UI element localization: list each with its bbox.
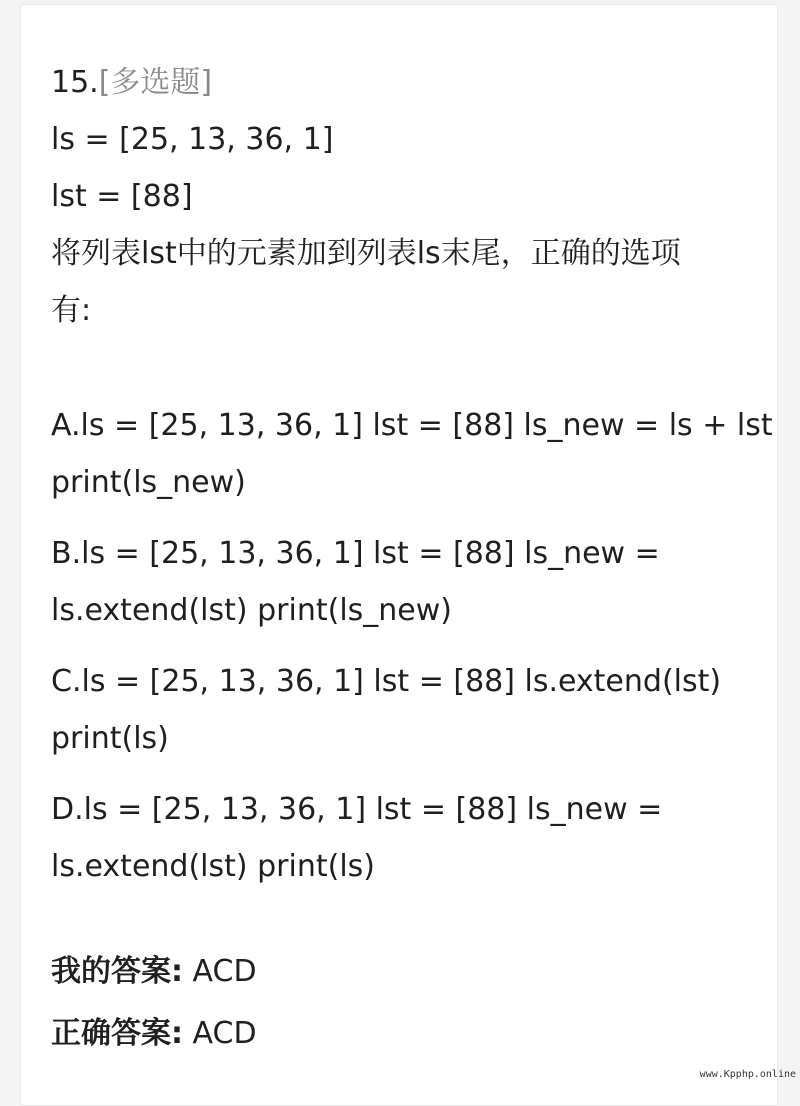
option-a[interactable]: [51, 397, 773, 511]
option-d[interactable]: [51, 781, 751, 895]
option-c-line: C.ls = [25, 13, 36, 1] lst = [88] ls.extend(lst): [51, 664, 722, 699]
answer-section: [51, 943, 751, 1062]
watermark: www.Kpphp.online: [699, 1069, 796, 1080]
my-answer: [51, 943, 751, 1000]
question-content: [51, 0, 773, 1067]
option-a-line: A.ls = [25, 13, 36, 1] lst = [88] ls_new = ls + lst: [51, 408, 773, 443]
question-stem-line: lst = [88]: [51, 179, 193, 214]
option-c[interactable]: [51, 653, 751, 767]
option-a-line: print(ls_new): [51, 465, 246, 500]
question-stem-line: 将列表lst中的元素加到列表ls末尾，正确的选项: [51, 236, 681, 271]
option-b-line: B.ls = [25, 13, 36, 1] lst = [88] ls_new =: [51, 536, 660, 571]
question-header: [51, 54, 751, 111]
my-answer-label: 我的答案:: [51, 954, 183, 989]
option-b[interactable]: [51, 525, 751, 639]
question-type: [多选题]: [98, 65, 213, 100]
question-stem-line: ls = [25, 13, 36, 1]: [51, 122, 334, 157]
option-b-line: ls.extend(lst) print(ls_new): [51, 593, 453, 628]
correct-answer-value: ACD: [192, 1016, 257, 1051]
option-c-line: print(ls): [51, 721, 169, 756]
option-d-line: ls.extend(lst) print(ls): [51, 849, 375, 884]
option-d-line: D.ls = [25, 13, 36, 1] lst = [88] ls_new =: [51, 792, 663, 827]
my-answer-value: ACD: [192, 954, 257, 989]
correct-answer: [51, 1005, 751, 1062]
correct-answer-label: 正确答案:: [51, 1016, 183, 1051]
question-number: 15.: [51, 65, 99, 100]
question-stem-line: 有:: [51, 293, 92, 328]
